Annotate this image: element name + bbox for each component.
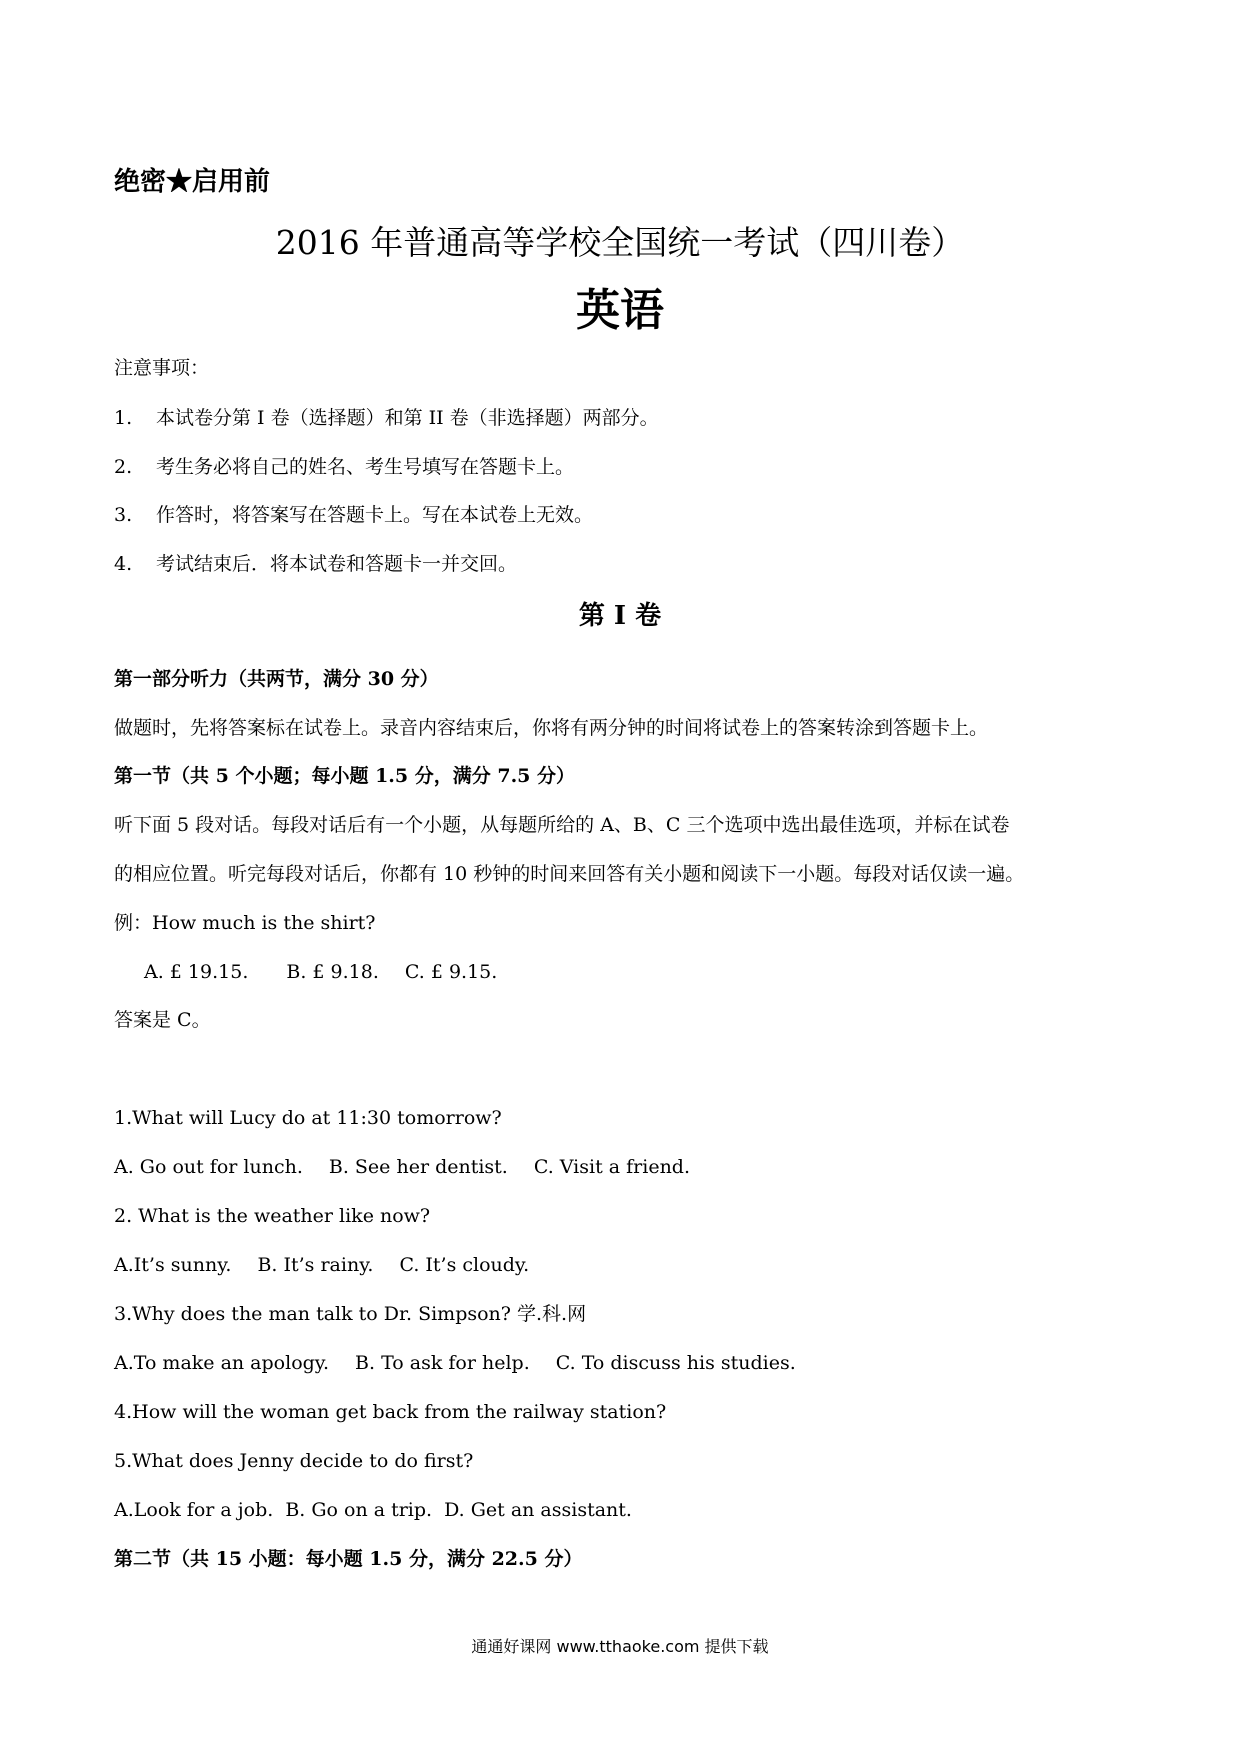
confidential-label: 绝密★启用前 bbox=[114, 167, 271, 197]
example-option-b: B. £ 9.18. bbox=[286, 961, 379, 983]
example-question: 例：How much is the shirt? bbox=[114, 912, 376, 934]
option-b: B. See her dentist. bbox=[328, 1156, 508, 1178]
question-5: 5.What does Jenny decide to do first? bbox=[114, 1450, 474, 1472]
option-c: C. It’s cloudy. bbox=[399, 1254, 530, 1276]
subject-title: 英语 bbox=[576, 285, 664, 336]
option-b: B. It’s rainy. bbox=[257, 1254, 374, 1276]
note-text: 考生务必将自己的姓名、考生号填写在答题卡上。 bbox=[156, 456, 575, 478]
option-d: D. Get an assistant. bbox=[444, 1499, 632, 1521]
question-3-options bbox=[114, 1351, 796, 1375]
note-item bbox=[114, 552, 517, 576]
option-a: A.Look for a job. bbox=[114, 1499, 274, 1521]
note-item bbox=[114, 406, 659, 430]
note-item bbox=[114, 455, 574, 479]
option-b: B. Go on a trip. bbox=[285, 1499, 433, 1521]
option-b: B. To ask for help. bbox=[355, 1352, 530, 1374]
section2-heading: 第二节（共 15 小题：每小题 1.5 分，满分 22.5 分） bbox=[114, 1548, 583, 1570]
example-answer: 答案是 C。 bbox=[114, 1009, 211, 1031]
question-2-options bbox=[114, 1253, 529, 1277]
note-number: 4. bbox=[114, 553, 133, 575]
section1-instruction-line2: 的相应位置。听完每段对话后，你都有 10 秒钟的时间来回答有关小题和阅读下一小题。每段对话仅读一遍。 bbox=[114, 863, 1025, 885]
question-2: 2. What is the weather like now? bbox=[114, 1205, 431, 1227]
example-options bbox=[144, 960, 497, 984]
option-a: A.To make an apology. bbox=[114, 1352, 330, 1374]
option-c: C. To discuss his studies. bbox=[555, 1352, 796, 1374]
note-item bbox=[114, 503, 593, 527]
note-number: 2. bbox=[114, 456, 133, 478]
question-1-options bbox=[114, 1155, 690, 1179]
question-5-options bbox=[114, 1498, 632, 1522]
volume-title: 第 I 卷 bbox=[578, 601, 662, 631]
option-c: C. Visit a friend. bbox=[533, 1156, 691, 1178]
note-text: 本试卷分第 I 卷（选择题）和第 II 卷（非选择题）两部分。 bbox=[156, 407, 659, 429]
section1-heading: 第一节（共 5 个小题；每小题 1.5 分，满分 7.5 分） bbox=[114, 765, 576, 787]
example-option-c: C. £ 9.15. bbox=[404, 961, 498, 983]
part1-instruction: 做题时，先将答案标在试卷上。录音内容结束后，你将有两分钟的时间将试卷上的答案转涂到答题卡上。 bbox=[114, 717, 989, 739]
note-number: 1. bbox=[114, 407, 133, 429]
note-text: 作答时，将答案写在答题卡上。写在本试卷上无效。 bbox=[156, 504, 594, 526]
question-3: 3.Why does the man talk to Dr. Simpson? 学.科.网 bbox=[114, 1303, 587, 1325]
part1-heading: 第一部分听力（共两节，满分 30 分） bbox=[114, 668, 439, 690]
section1-instruction-line1: 听下面 5 段对话。每段对话后有一个小题，从每题所给的 A、B、C 三个选项中选出最佳选项，并标在试卷 bbox=[114, 814, 1010, 836]
notes-heading: 注意事项： bbox=[114, 357, 210, 379]
option-a: A.It’s sunny. bbox=[114, 1254, 232, 1276]
note-number: 3. bbox=[114, 504, 133, 526]
exam-title: 2016 年普通高等学校全国统一考试（四川卷） bbox=[275, 223, 965, 262]
question-4: 4.How will the woman get back from the railway station? bbox=[114, 1401, 667, 1423]
question-1: 1.What will Lucy do at 11:30 tomorrow? bbox=[114, 1107, 502, 1129]
note-text: 考试结束后．将本试卷和答题卡一并交回。 bbox=[156, 553, 518, 575]
footer-text: 通通好课网 www.tthaoke.com 提供下载 bbox=[471, 1637, 769, 1656]
example-option-a: A. £ 19.15. bbox=[144, 961, 249, 983]
option-a: A. Go out for lunch. bbox=[114, 1156, 303, 1178]
